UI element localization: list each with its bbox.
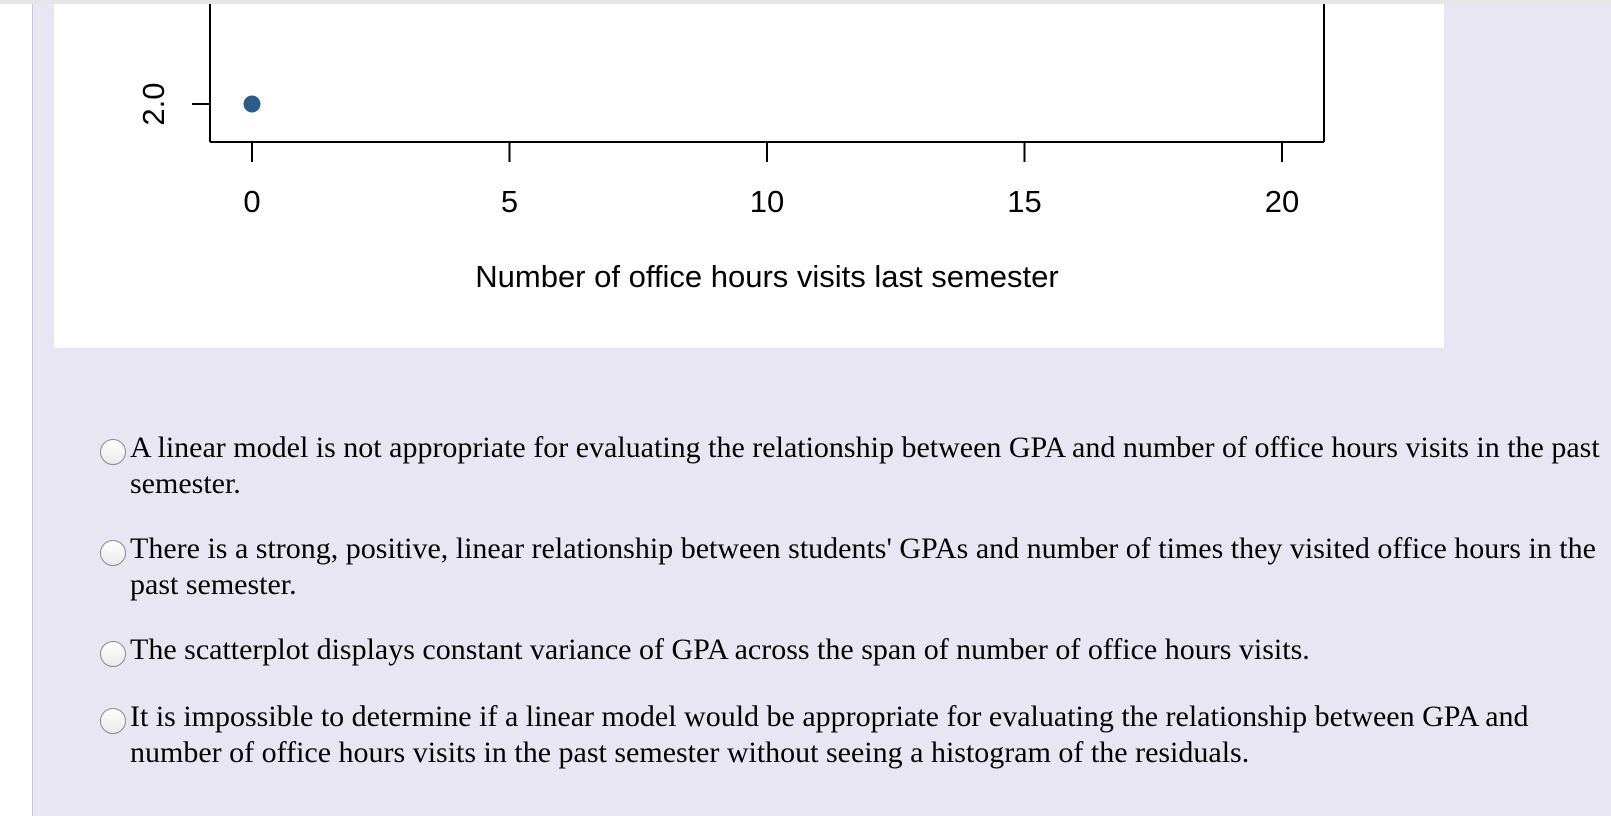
y-tick-label: 2.0 [136, 82, 171, 126]
answer-option-2[interactable] [100, 531, 1600, 603]
answer-option-3-label: The scatterplot displays constant variance of GPA across the span of number of office hours visits. [130, 633, 1310, 666]
answer-option-1-label: A linear model is not appropriate for evaluating the relationship between GPA and number of office hours visits in the past semester. [130, 431, 1600, 500]
x-axis-ticks [243, 142, 1299, 219]
answer-option-4-label: It is impossible to determine if a linear model would be appropriate for evaluating the relationship between GPA and number of office hours visits in the past semester without seeing a histogram of the residuals. [130, 700, 1529, 769]
data-points [244, 96, 261, 113]
x-axis-label: Number of office hours visits last semester [475, 259, 1059, 294]
radio-button-1[interactable] [100, 439, 126, 465]
scatterplot-figure [54, 4, 1444, 348]
radio-button-3[interactable] [100, 641, 126, 667]
x-tick-label-0: 0 [243, 184, 261, 219]
radio-button-2[interactable] [100, 540, 126, 566]
x-tick-label-3: 15 [1007, 184, 1042, 219]
answer-option-4[interactable] [100, 699, 1600, 771]
radio-button-4[interactable] [100, 708, 126, 734]
x-tick-label-2: 10 [749, 184, 785, 219]
scatterplot-svg [54, 4, 1444, 348]
answer-option-1[interactable] [100, 430, 1600, 502]
answer-option-2-label: There is a strong, positive, linear relationship between students' GPAs and number of times they visited office hours in the past semester. [130, 532, 1596, 601]
x-tick-label-4: 20 [1264, 184, 1300, 219]
x-tick-label-1: 5 [500, 184, 519, 219]
answer-option-3[interactable] [100, 632, 1600, 668]
data-point-0 [244, 96, 261, 113]
